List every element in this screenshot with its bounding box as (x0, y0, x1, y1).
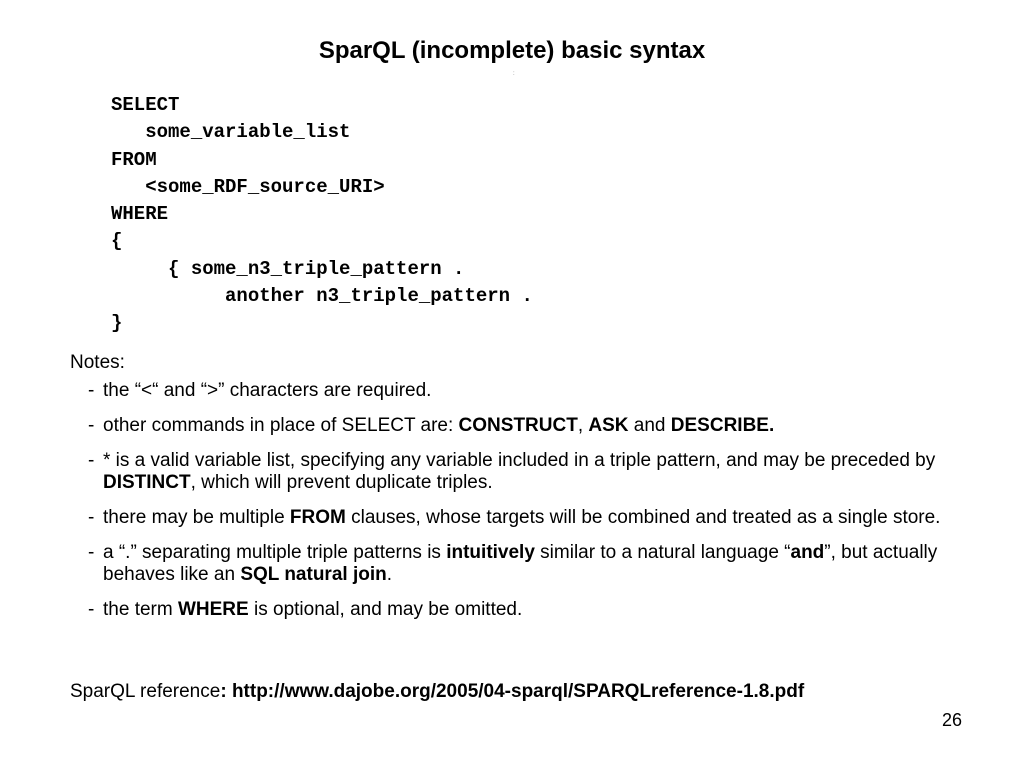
code-line: <some_RDF_source_URI> (111, 175, 385, 198)
keyword-sql-natural-join: SQL natural join (240, 564, 387, 585)
keyword-intuitively: intuitively (446, 542, 535, 563)
note-text: is optional, and may be omitted. (248, 599, 523, 620)
keyword-distinct: DISTINCT (103, 472, 191, 493)
code-line: some_variable_list (111, 121, 351, 144)
note-dash: - (88, 415, 95, 436)
note-item (70, 415, 990, 437)
note-text: , which will prevent duplicate triples. (190, 472, 493, 493)
note-text: and (628, 415, 671, 436)
note-text: the “<“ and “>” characters are required. (103, 380, 432, 401)
note-item (70, 599, 990, 621)
note-text: * is a valid variable list, specifying any variable included in a triple pattern, and may be preceded by (103, 450, 936, 471)
code-line: } (111, 312, 123, 335)
note-dash: - (88, 507, 95, 528)
code-block (111, 92, 533, 338)
note-text: ”, but actually behaves like an (103, 542, 938, 585)
keyword-ask: ASK (588, 415, 629, 436)
reference-line (70, 679, 804, 705)
note-text: similar to a natural language “ (534, 542, 791, 563)
code-line: { (111, 230, 123, 253)
note-text: , (577, 415, 589, 436)
reference-label: SparQL reference (70, 681, 221, 702)
note-dash: - (88, 599, 95, 620)
note-text: the term (103, 599, 178, 620)
note-item (70, 507, 990, 529)
code-line: WHERE (111, 203, 169, 226)
page-number: 26 (941, 710, 962, 730)
keyword-construct: CONSTRUCT (458, 415, 578, 436)
note-item (70, 542, 990, 586)
note-text: there may be multiple (103, 507, 290, 528)
note-dash: - (88, 380, 95, 401)
keyword-from: FROM (289, 507, 346, 528)
keyword-where: WHERE (177, 599, 249, 620)
code-line: { some_n3_triple_pattern . (111, 257, 465, 280)
note-item (70, 450, 990, 494)
note-text: . (386, 564, 392, 585)
code-line: SELECT (111, 94, 180, 116)
reference-colon: : (220, 681, 232, 702)
note-dash: - (88, 450, 95, 471)
small-mark: : (513, 71, 515, 77)
note-text: clauses, whose targets will be combined and treated as a single store. (345, 507, 941, 528)
code-line: another n3_triple_pattern . (111, 285, 533, 308)
notes-heading: Notes: (70, 352, 125, 373)
keyword-describe: DESCRIBE. (670, 415, 775, 436)
reference-url: http://www.dajobe.org/2005/04-sparql/SPARQLreference-1.8.pdf (231, 681, 805, 702)
code-line: FROM (111, 148, 157, 171)
slide-title: SparQL (incomplete) basic syntax (318, 37, 706, 64)
notes-section (70, 350, 990, 634)
note-item (70, 380, 990, 402)
note-text: other commands in place of SELECT are: (103, 415, 459, 436)
note-text: a “.” separating multiple triple patterns is (103, 542, 447, 563)
note-dash: - (88, 542, 95, 563)
keyword-and: and (790, 542, 825, 563)
